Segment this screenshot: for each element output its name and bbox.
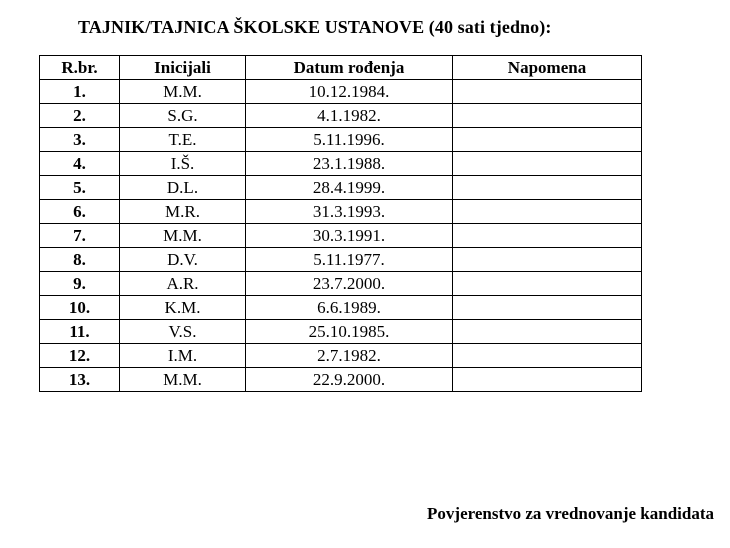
cell-datum-rodenja: 28.4.1999.	[246, 176, 453, 200]
cell-datum-rodenja: 25.10.1985.	[246, 320, 453, 344]
cell-rbr: 2.	[40, 104, 120, 128]
table-row	[40, 80, 642, 104]
cell-rbr: 7.	[40, 224, 120, 248]
cell-napomena	[453, 224, 642, 248]
cell-datum-rodenja: 23.1.1988.	[246, 152, 453, 176]
cell-napomena	[453, 344, 642, 368]
cell-inicijali: D.V.	[120, 248, 246, 272]
cell-inicijali: T.E.	[120, 128, 246, 152]
table-row	[40, 320, 642, 344]
cell-inicijali: I.M.	[120, 344, 246, 368]
cell-napomena	[453, 272, 642, 296]
cell-rbr: 5.	[40, 176, 120, 200]
table-header-row	[40, 56, 642, 80]
table-row	[40, 104, 642, 128]
cell-datum-rodenja: 10.12.1984.	[246, 80, 453, 104]
cell-inicijali: V.S.	[120, 320, 246, 344]
cell-napomena	[453, 296, 642, 320]
cell-inicijali: M.M.	[120, 368, 246, 392]
cell-datum-rodenja: 5.11.1996.	[246, 128, 453, 152]
cell-datum-rodenja: 22.9.2000.	[246, 368, 453, 392]
cell-inicijali: M.M.	[120, 224, 246, 248]
cell-rbr: 12.	[40, 344, 120, 368]
cell-napomena	[453, 104, 642, 128]
cell-datum-rodenja: 31.3.1993.	[246, 200, 453, 224]
cell-napomena	[453, 248, 642, 272]
cell-rbr: 9.	[40, 272, 120, 296]
table-row	[40, 152, 642, 176]
header-datum-rodenja: Datum rođenja	[246, 56, 453, 80]
table-row	[40, 296, 642, 320]
table-row	[40, 344, 642, 368]
cell-inicijali: M.M.	[120, 80, 246, 104]
cell-napomena	[453, 200, 642, 224]
cell-rbr: 6.	[40, 200, 120, 224]
document-title: TAJNIK/TAJNICA ŠKOLSKE USTANOVE (40 sati tjedno):	[78, 17, 552, 37]
cell-rbr: 13.	[40, 368, 120, 392]
cell-datum-rodenja: 6.6.1989.	[246, 296, 453, 320]
cell-inicijali: I.Š.	[120, 152, 246, 176]
cell-napomena	[453, 320, 642, 344]
table-row	[40, 224, 642, 248]
cell-rbr: 3.	[40, 128, 120, 152]
header-rbr: R.br.	[40, 56, 120, 80]
table-row	[40, 272, 642, 296]
cell-napomena	[453, 128, 642, 152]
table-row	[40, 128, 642, 152]
cell-datum-rodenja: 30.3.1991.	[246, 224, 453, 248]
cell-rbr: 4.	[40, 152, 120, 176]
header-inicijali: Inicijali	[120, 56, 246, 80]
cell-napomena	[453, 368, 642, 392]
table-row	[40, 200, 642, 224]
cell-rbr: 1.	[40, 80, 120, 104]
cell-rbr: 8.	[40, 248, 120, 272]
cell-datum-rodenja: 23.7.2000.	[246, 272, 453, 296]
header-napomena: Napomena	[453, 56, 642, 80]
cell-napomena	[453, 80, 642, 104]
cell-datum-rodenja: 4.1.1982.	[246, 104, 453, 128]
cell-datum-rodenja: 5.11.1977.	[246, 248, 453, 272]
table-row	[40, 176, 642, 200]
cell-inicijali: A.R.	[120, 272, 246, 296]
cell-rbr: 10.	[40, 296, 120, 320]
cell-napomena	[453, 152, 642, 176]
table-row	[40, 248, 642, 272]
cell-datum-rodenja: 2.7.1982.	[246, 344, 453, 368]
cell-inicijali: S.G.	[120, 104, 246, 128]
cell-inicijali: K.M.	[120, 296, 246, 320]
cell-inicijali: M.R.	[120, 200, 246, 224]
committee-signature: Povjerenstvo za vrednovanje kandidata	[427, 504, 714, 523]
cell-rbr: 11.	[40, 320, 120, 344]
candidates-table	[39, 55, 642, 392]
table-row	[40, 368, 642, 392]
cell-inicijali: D.L.	[120, 176, 246, 200]
cell-napomena	[453, 176, 642, 200]
